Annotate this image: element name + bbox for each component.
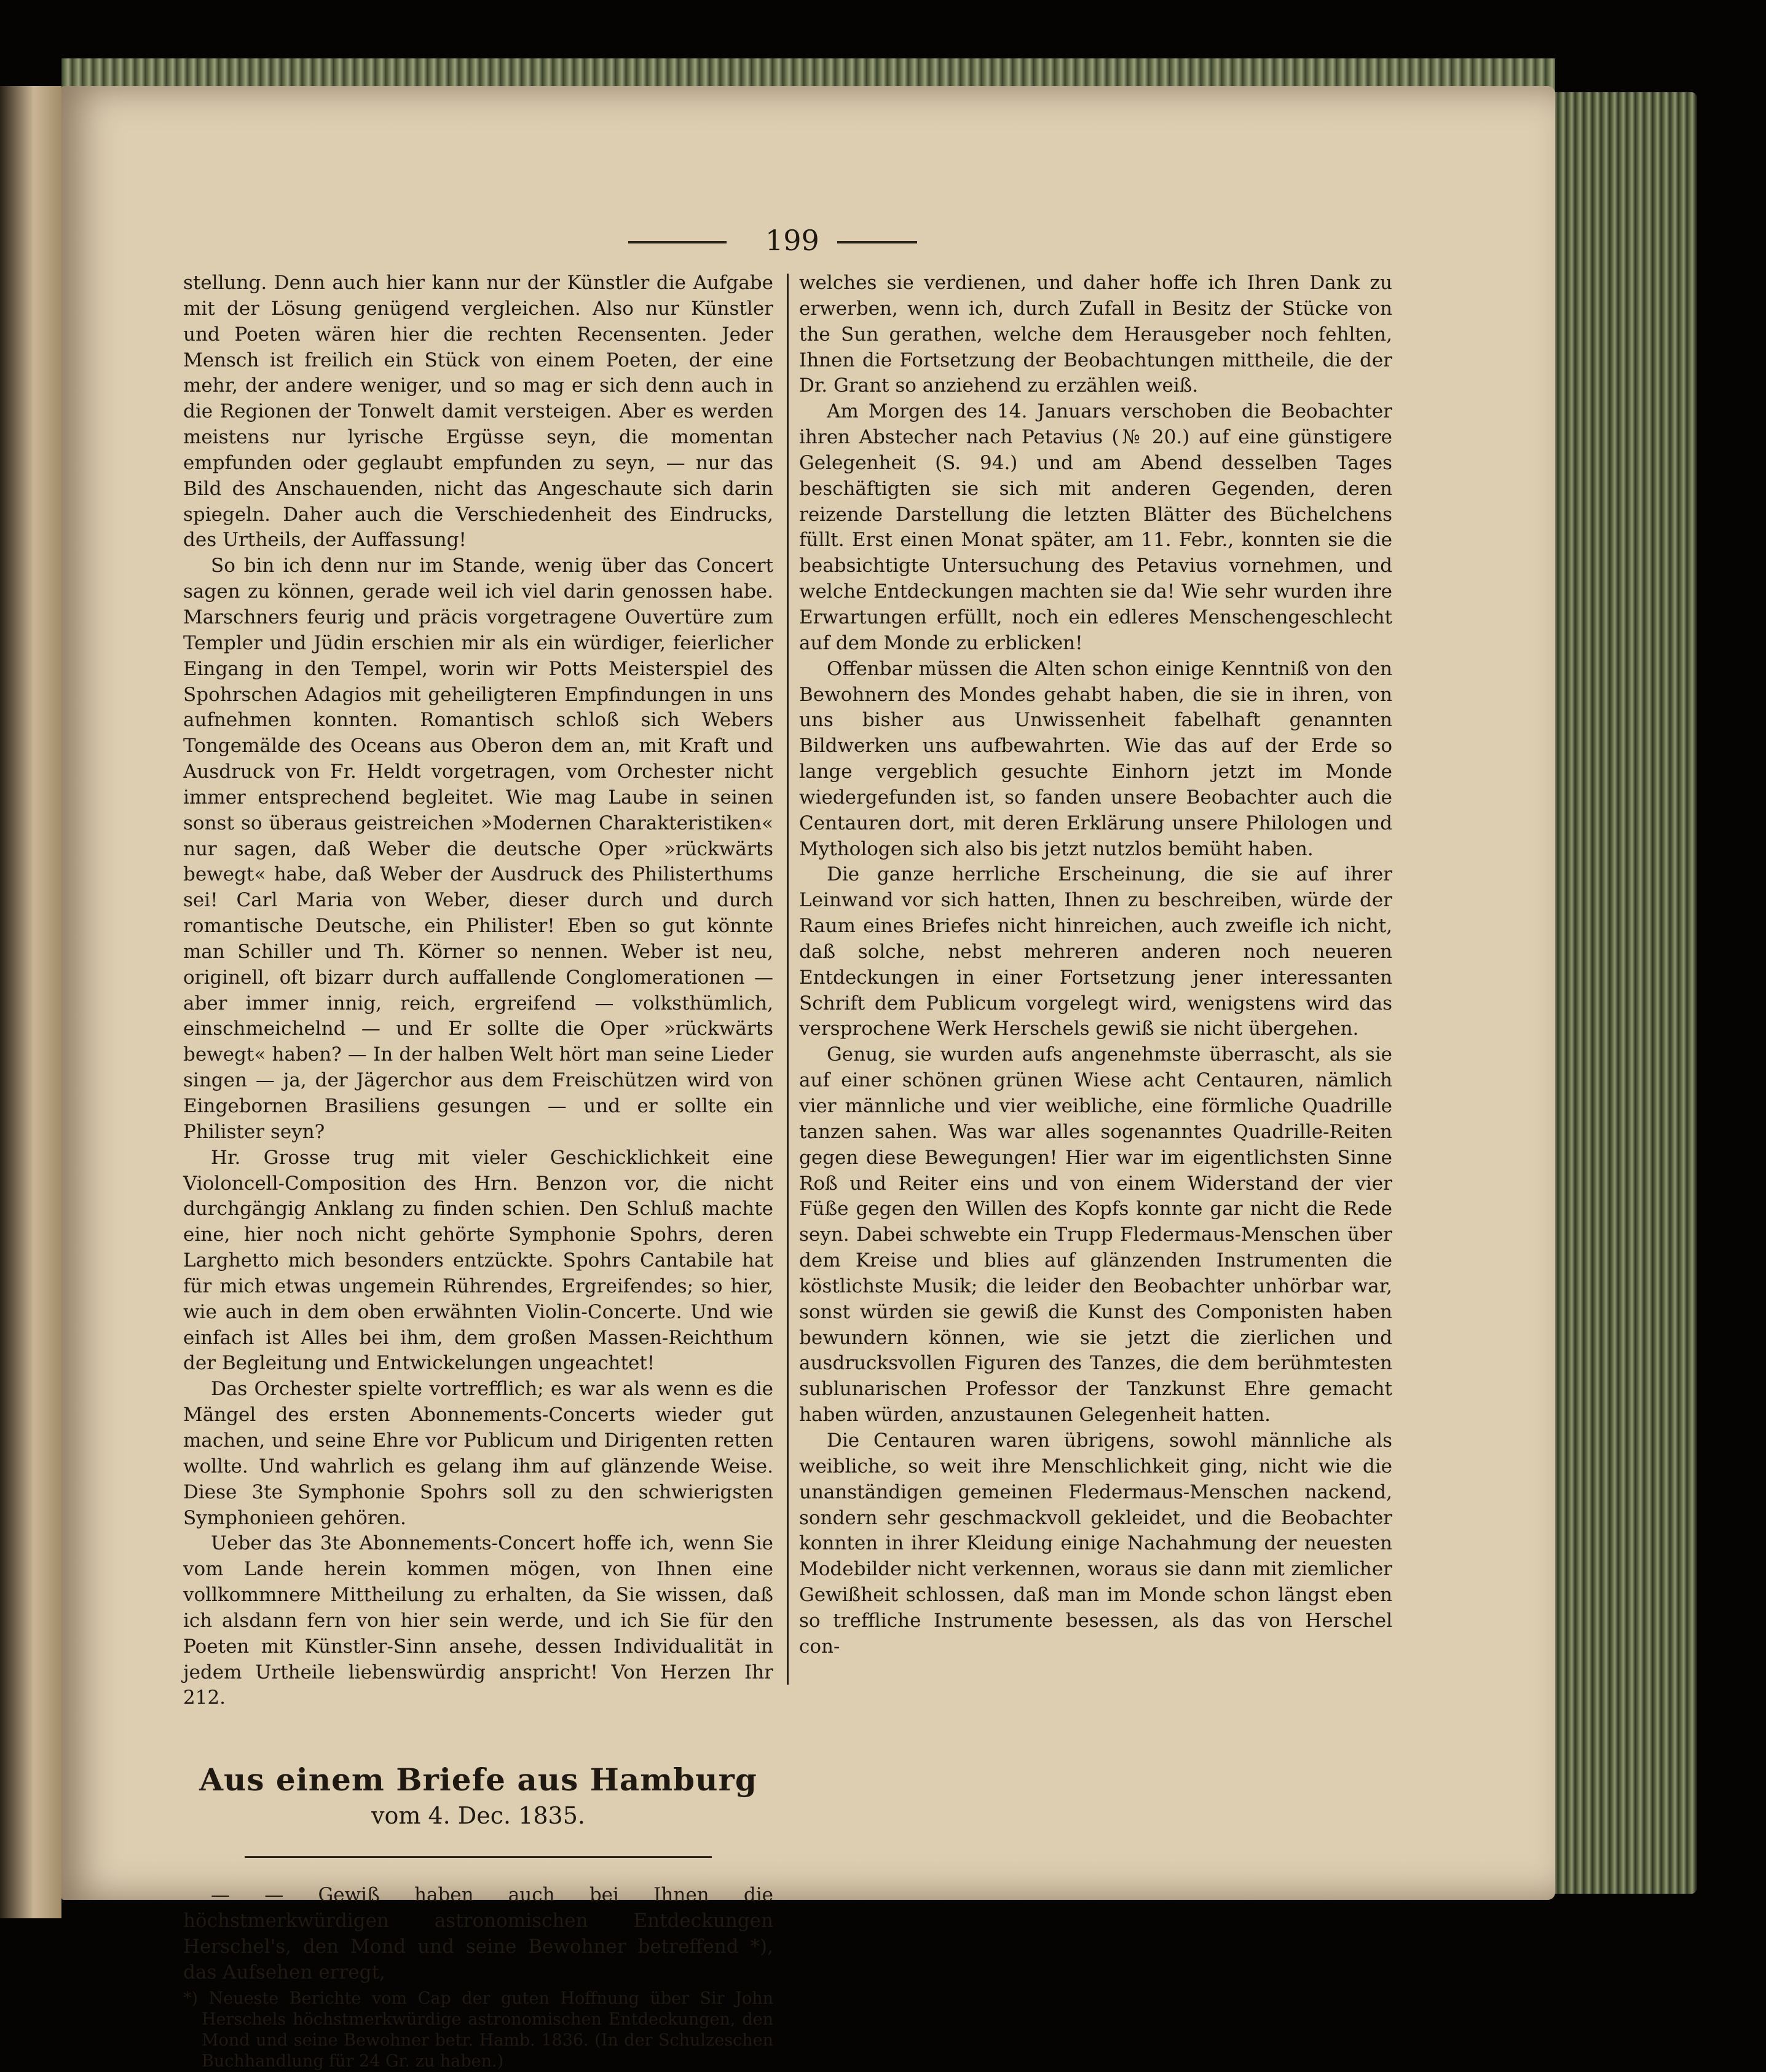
article-headline: Aus einem Briefe aus Hamburg xyxy=(199,1762,757,1798)
right-paragraph-6: Die Centauren waren übrigens, sowohl männliche als weibliche, so weit ihre Menschlichkeit ging, nicht wie die unanständigen gemeinen Fledermaus-Menschen nackend, sondern sehr geschmackvoll gekleidet, und die Beobachter konnten in ihrer Kleidung einige Nachahmung der neuesten Modebilder nicht verkennen, woraus sie dann mit ziemlicher Gewißheit schlossen, daß man im Monde schon längst eben so treffliche Instrumente besessen, als das von Herschel con- xyxy=(799,1429,1392,1658)
right-paragraph-5: Genug, sie wurden aufs angenehmste überrascht, als sie auf einer schönen grünen Wiese acht Centauren, nämlich vier männliche und vier weibliche, eine förmliche Quadrille tanzen sahen. Was war alles sogenanntes Quadrille-Reiten gegen diese Bewegungen! Hier war im eigentlichsten Sinne Roß und Reiter eins und von einem Widerstand der vier Füße gegen den Willen des Kopfs konnte gar nicht die Rede seyn. Dabei schwebte ein Trupp Fledermaus-Menschen über dem Kreise und blies auf glänzenden Instrumenten die köstlichste Musik; die leider den Beobachter unhörbar war, sonst würden sie gewiß die Kunst des Componisten haben bewundern können, wie sie jetzt die zierlichen und ausdrucksvollen Figuren des Tanzes, die dem berühmtesten sublunarischen Professor der Tanzkunst Ehre gemacht haben würden, anzustaunen Gelegenheit hatten. xyxy=(799,1043,1392,1426)
page-number-rule-right xyxy=(837,241,917,243)
left-paragraph-4: Das Orchester spielte vortrefflich; es war als wenn es die Mängel des ersten Abonnements-Concerts wieder gut machen, und seine Ehre vor Publicum und Dirigenten retten wollte. Und wahrlich es gelang ihm auf glänzende Weise. Diese 3te Symphonie Spohrs soll zu den schwierigsten Symphonieen gehören. xyxy=(183,1378,773,1529)
page-number-rule-left xyxy=(628,241,727,243)
right-column xyxy=(799,271,1392,1660)
right-paragraph-1: welches sie verdienen, und daher hoffe ich Ihren Dank zu erwerben, wenn ich, durch Zufall in Besitz der Stücke von the Sun gerathen, welche dem Herausgeber noch fehlten, Ihnen die Fortsetzung der Beobachtungen mittheile, die der Dr. Grant so anziehend zu erzählen weiß. xyxy=(799,272,1392,397)
column-divider xyxy=(787,274,789,1685)
letter-opening: — — Gewiß haben auch bei Ihnen die höchstmerkwürdigen astronomischen Entdeckungen Herschel's, den Mond und seine Bewohner betreffend *), das Aufsehen erregt, xyxy=(183,1884,773,1983)
right-paragraph-3: Offenbar müssen die Alten schon einige Kenntniß von den Bewohnern des Mondes gehabt haben, die sie in ihren, von uns bisher aus Unwissenheit fabelhaft genannten Bildwerken uns aufbewahrten. Wie das auf der Erde so lange vergeblich gesuchte Einhorn jetzt im Monde wiedergefunden ist, so fanden unsere Beobachter auch die Centauren dort, mit deren Erklärung unsere Philologen und Mythologen sich also bis jetzt nutzlos bemüht haben. xyxy=(799,657,1392,860)
left-paragraph-2: So bin ich denn nur im Stande, wenig über das Concert sagen zu können, gerade weil ich viel darin genossen habe. Marschners feurig und präcis vorgetragene Ouvertüre zum Templer und Jüdin erschien mir als ein würdiger, feierlicher Eingang in den Tempel, worin wir Potts Meisterspiel des Spohrschen Adagios mit geheiligteren Empfindungen in uns aufnehmen konnten. Romantisch schloß sich Webers Tongemälde des Oceans aus Oberon dem an, mit Kraft und Ausdruck von Fr. Heldt vorgetragen, vom Orchester nicht immer entsprechend begleitet. Wie mag Laube in seinen sonst so überaus geistreichen »Modernen Charakteristiken« nur sagen, daß Weber die deutsche Oper »rückwärts bewegt« habe, daß Weber der Ausdruck des Philisterthums sei! Carl Maria von Weber, dieser durch und durch romantische Deutsche, ein Philister! Eben so gut könnte man Schiller und Th. Körner so nennen. Weber ist neu, originell, oft bizarr durch auffallende Conglomerationen — aber immer innig, reich, ergreifend — volksthümlich, einschmeichelnd — und Er sollte die Oper »rückwärts bewegt« haben? — In der halben Welt hört man seine Lieder singen — ja, der Jägerchor aus dem Freischützen wird von Eingebornen Brasiliens gesungen — und er sollte ein Philister seyn? xyxy=(183,555,773,1143)
left-paragraph-3: Hr. Grosse trug mit vieler Geschicklichkeit eine Violoncell-Composition des Hrn. Benzon vor, die nicht durchgängig Anklang zu finden schien. Den Schluß machte eine, hier noch nicht gehörte Symphonie Spohrs, deren Larghetto mich besonders entzückte. Spohrs Cantabile hat für mich etwas ungemein Rührendes, Ergreifendes; so hier, wie auch in dem oben erwähnten Violin-Concerte. Und wie einfach ist Alles bei ihm, dem großen Massen-Reichthum der Begleitung und Entwickelungen ungeachtet! xyxy=(183,1146,773,1375)
right-paragraph-4: Die ganze herrliche Erscheinung, die sie auf ihrer Leinwand vor sich hatten, Ihnen zu beschreiben, würde der Raum eines Briefes nicht hinreichen, auch zweifle ich nicht, daß solche, nebst mehreren anderen noch neueren Entdeckungen in einer Fortsetzung jener interessanten Schrift dem Publicum vorgelegt wird, wenigstens wird das versprochene Werk Herschels gewiß sie nicht übergehen. xyxy=(799,863,1392,1040)
left-column xyxy=(183,271,773,2072)
left-paragraph-1: stellung. Denn auch hier kann nur der Künstler die Aufgabe mit der Lösung genügend vergleichen. Also nur Künstler und Poeten wären hier die rechten Recensenten. Jeder Mensch ist freilich ein Stück von einem Poeten, der eine mehr, der andere weniger, und so mag er sich denn auch in die Regionen der Tonwelt damit versteigen. Aber es werden meistens nur lyrische Ergüsse seyn, die momentan empfunden oder geglaubt empfunden zu seyn, — nur das Bild des Anschauenden, nicht das Angeschaute sich darin spiegeln. Daher auch die Verschiedenheit des Eindrucks, des Urtheils, der Auffassung! xyxy=(183,272,773,552)
article-dateline: vom 4. Dec. 1835. xyxy=(371,1802,585,1830)
footnote: *) Neueste Berichte vom Cap der guten Hoffnung über Sir John Herschels höchstmerkwürdige astronomischen Entdeckungen, den Mond und seine Bewohner betr. Hamb. 1836. (In der Schulzeschen Buchhandlung für 24 Gr. zu haben.) xyxy=(183,1988,773,2071)
page-number: 199 xyxy=(765,224,819,257)
left-paragraph-5: Ueber das 3te Abonnements-Concert hoffe ich, wenn Sie vom Lande herein kommen mögen, von Ihnen eine vollkommnere Mittheilung zu erhalten, da Sie wissen, daß ich alsdann fern von hier sein werde, und ich Sie für den Poeten mit Künstler-Sinn ansehe, dessen Individualität in jedem Urtheile liebenswürdig anspricht! Von Herzen Ihr 212. xyxy=(183,1532,773,1709)
book-cover-edge-right xyxy=(1549,92,1697,1894)
previous-page-edge xyxy=(0,86,61,1918)
right-paragraph-2: Am Morgen des 14. Januars verschoben die Beobachter ihren Abstecher nach Petavius (№ 20.) auf eine günstigere Gelegenheit (S. 94.) und am Abend desselben Tages beschäftigten sie sich mit anderen Gegenden, deren reizende Darstellung die letzten Blätter des Büchelchens füllt. Erst einen Monat später, am 11. Febr., konnten sie die beabsichtigte Untersuchung des Petavius vornehmen, und welche Entdeckungen machten sie da! Wie sehr wurden ihre Erwartungen erfüllt, noch ein edleres Menschengeschlecht auf dem Monde zu erblicken! xyxy=(799,400,1392,654)
headline-rule xyxy=(245,1856,712,1858)
